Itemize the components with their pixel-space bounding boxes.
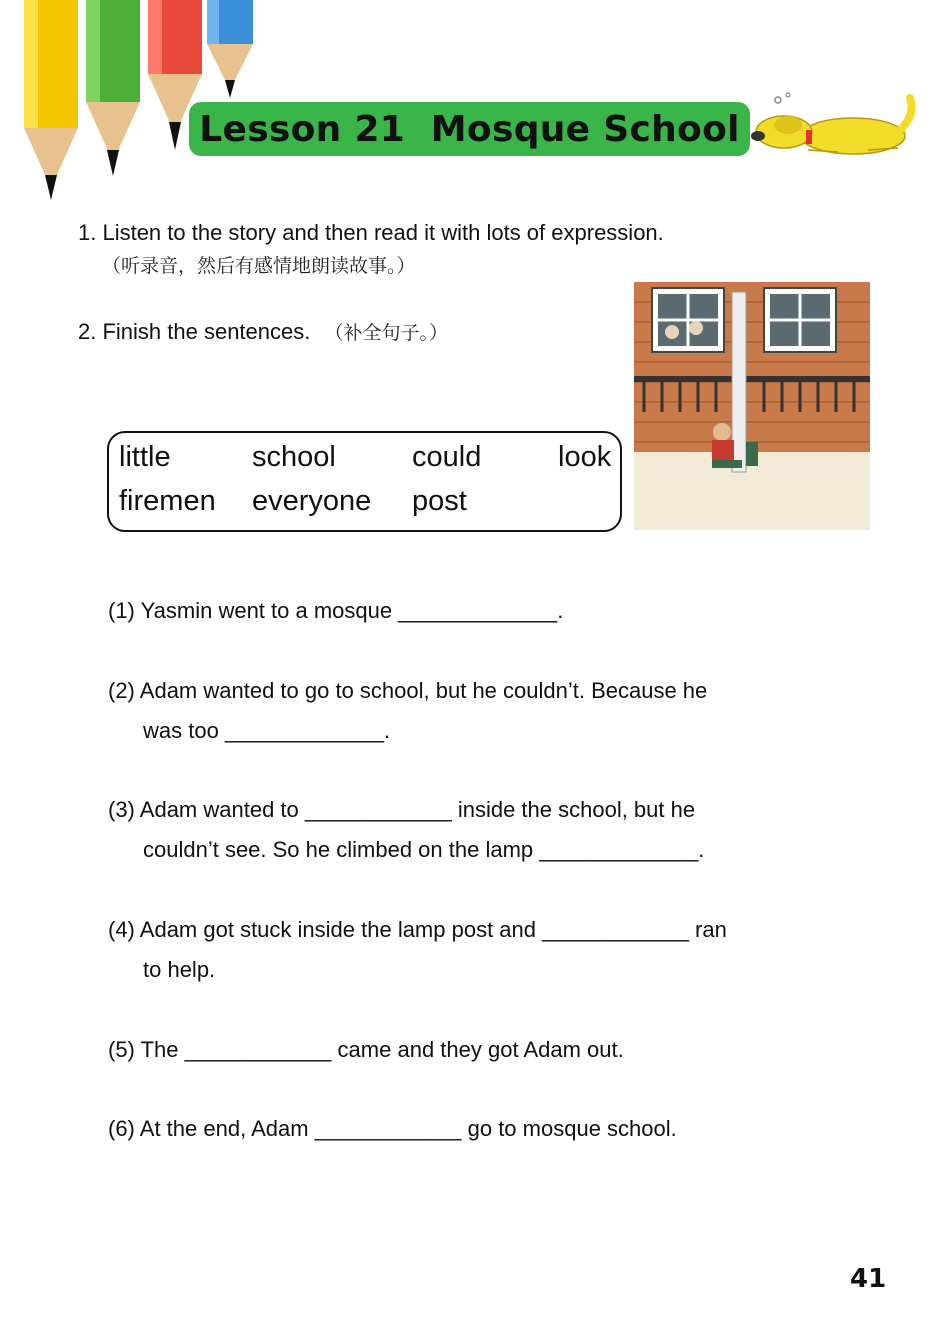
word-look: look: [558, 441, 612, 473]
instruction-1: 1. Listen to the story and then read it with lots of expression.: [78, 220, 664, 245]
question-2-line-1: (2) Adam wanted to go to school, but he couldn’t. Because he: [108, 678, 708, 703]
lesson-title-banner: [189, 102, 750, 156]
instruction-2-chinese: （补全句子。）: [324, 322, 448, 344]
instruction-1-chinese: （听录音，然后有感情地朗读故事。）: [102, 255, 416, 277]
word-little: little: [119, 441, 171, 473]
question-6: (6) At the end, Adam ____________ go to mosque school.: [108, 1116, 677, 1141]
question-3-line-1: (3) Adam wanted to ____________ inside the school, but he: [108, 797, 696, 822]
word-firemen: firemen: [119, 485, 216, 517]
sleeping-dog-illustration: [748, 92, 920, 162]
lesson-title: Lesson 21 Mosque School: [199, 108, 740, 150]
question-3-line-2: couldn’t see. So he climbed on the lamp _____________.: [143, 837, 705, 862]
word-bank-box: [107, 431, 622, 532]
question-4-line-1: (4) Adam got stuck inside the lamp post and ____________ ran: [108, 917, 727, 942]
word-everyone: everyone: [252, 485, 372, 517]
question-4-line-2: to help.: [143, 957, 216, 982]
question-1: (1) Yasmin went to a mosque _____________.: [108, 598, 564, 623]
word-could: could: [412, 441, 482, 473]
instruction-2: [78, 318, 448, 345]
question-2-line-2: was too _____________.: [143, 718, 391, 743]
instruction-2-english: 2. Finish the sentences.: [78, 319, 311, 344]
lamp-post-illustration: [634, 282, 870, 530]
question-5: (5) The ____________ came and they got Adam out.: [108, 1037, 624, 1062]
word-post: post: [412, 485, 467, 517]
page-number: 41: [850, 1264, 887, 1294]
word-school: school: [252, 441, 336, 473]
